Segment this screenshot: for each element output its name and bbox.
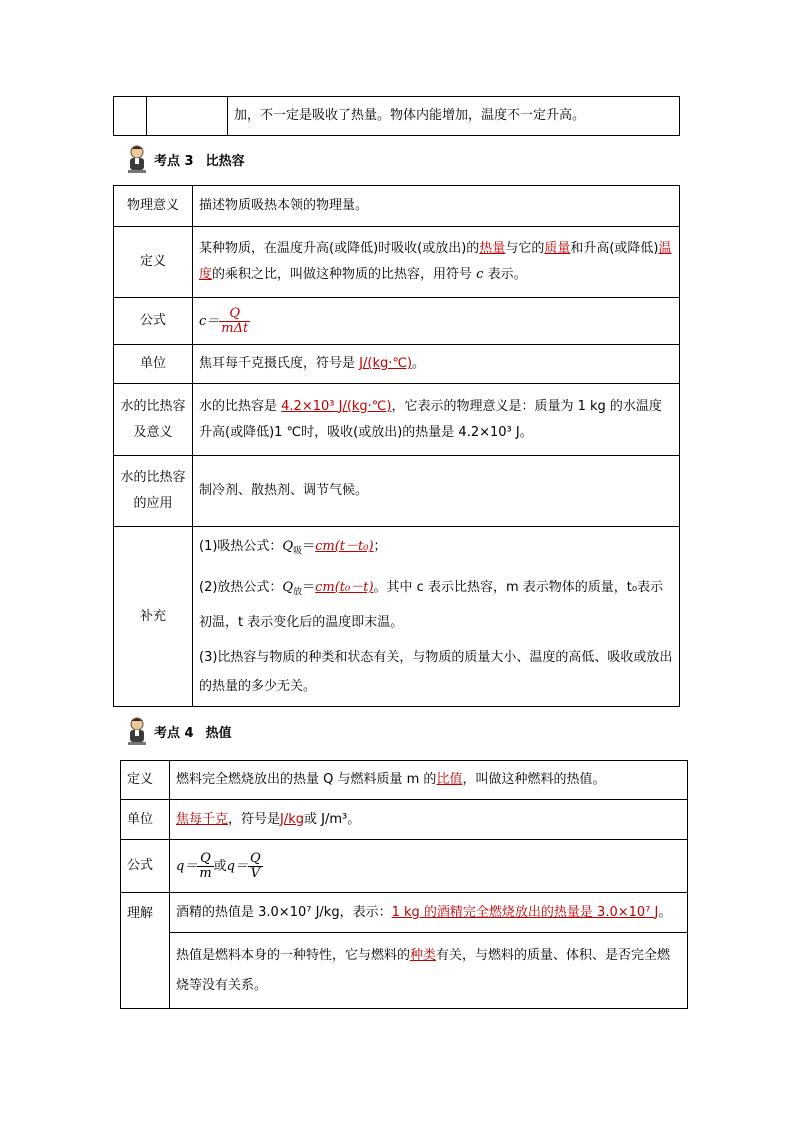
section4-title: 热值 [205,725,232,741]
text4-understanding-b: 热值是燃料本身的一种特性，它与燃料的种类有关，与燃料的质量、体积、是否完全燃烧等没有关系。 [170,933,688,1009]
answer-type: 种类 [410,947,437,963]
top-empty-cell-2 [147,97,228,136]
label-formula: 公式 [114,298,193,345]
row-supplement [114,527,680,707]
row-water [114,384,680,456]
label4-formula: 公式 [121,840,170,893]
text-water: 水的比热容是 4.2×10³ J/(kg·℃)，它表示的物理意义是：质量为 1 kg 的水温度升高(或降低)1 ℃时，吸收(或放出)的热量是 4.2×10³ J。 [193,384,680,456]
text-application: 制冷剂、散热剂、调节气候。 [193,456,680,527]
formula-specific-heat: c＝ $\frac{Q}{\text{mΔt}}$ [193,298,680,345]
formula-numerator: Q [219,307,250,322]
label-application: 水的比热容的应用 [114,456,193,527]
label-definition: 定义 [114,227,193,298]
section3-title: 比热容 [205,153,245,169]
answer-unit-name: 焦每千克 [176,811,229,827]
answer-mass: 质量 [544,241,571,256]
section3-number: 考点 3 [154,153,194,169]
heat-value-table [120,760,688,1009]
section4-heading [126,716,232,746]
section3-heading [126,144,245,174]
text-unit: 焦耳每千克摄氏度，符号是 J/(kg·℃)。 [193,345,680,384]
row4-definition [121,761,688,800]
formula-denominator: mΔt [221,320,249,336]
row-application [114,456,680,527]
row4-understanding-b [121,933,688,1009]
label4-unit: 单位 [121,800,170,840]
top-text-cell: 加，不一定是吸收了热量。物体内能增加，温度不一定升高。 [228,97,680,136]
answer-water-value: 4.2×10³ J/(kg·℃) [281,398,392,414]
label-unit: 单位 [114,345,193,384]
label-supplement: 补充 [114,527,193,707]
answer-absorb-formula: cm(t－t₀) [315,539,374,555]
answer-release-formula: cm(t₀－t) [315,580,374,595]
supplement-item-1: (1)吸热公式：$Q_吸=cm(t-t_0)$； [199,539,387,557]
text-supplement [193,527,680,707]
answer-temperature: 温度 [199,241,672,282]
answer-unit: J/(kg·℃) [359,356,413,371]
answer-ratio: 比值 [436,772,463,787]
section4-number: 考点 4 [154,725,194,741]
answer-unit-symbol: J/kg [280,811,305,827]
row-definition [114,227,680,298]
text4-understanding-a: 酒精的热值是 3.0×10⁷ J/kg，表示：1 kg 的酒精完全燃烧放出的热量是 3.0×10⁷ J。 [170,893,688,933]
text4-definition: 燃料完全燃烧放出的热量 Q 与燃料质量 m 的比值，叫做这种燃料的热值。 [170,761,688,800]
top-table [113,96,680,136]
row-formula [114,298,680,345]
label-meaning: 物理意义 [114,186,193,227]
row4-unit [121,800,688,840]
teacher-icon [126,716,148,746]
label4-understanding: 理解 [121,893,170,1009]
supplement-item-2: (2)放热公式：$Q_放=cm(t_0-t)$。其中 c 表示比热容，m 表示物体的质量，t₀表示初温，t 表示变化后的温度即末温。 [199,580,664,630]
text4-unit: 焦每千克，符号是J/kg或 J/m³。 [170,800,688,840]
supplement-item-3: (3)比热容与物质的种类和状态有关，与物质的质量大小、温度的高低、吸收或放出的热量的多少无关。 [199,649,673,694]
row-unit [114,345,680,384]
answer-heat: 热量 [479,241,506,256]
top-empty-cell-1 [114,97,147,136]
text-meaning: 描述物质吸热本领的物理量。 [193,186,680,227]
row4-formula [121,840,688,893]
row-meaning [114,186,680,227]
specific-heat-table [113,185,680,707]
answer-alcohol: 1 kg 的酒精完全燃烧放出的热量是 3.0×10⁷ J [391,904,659,920]
row4-understanding-a [121,893,688,933]
formula-heat-value: q＝ $\frac{Q}{m}$ 或q＝ $\frac{Q}{V}$ [170,840,688,893]
label4-definition: 定义 [121,761,170,800]
text-definition: 某种物质，在温度升高(或降低)时吸收(或放出)的热量与它的质量和升高(或降低)温度的乘积之比，叫做这种物质的比热容，用符号 c 表示。 [193,227,680,298]
label-water: 水的比热容及意义 [114,384,193,456]
teacher-icon [126,144,148,174]
